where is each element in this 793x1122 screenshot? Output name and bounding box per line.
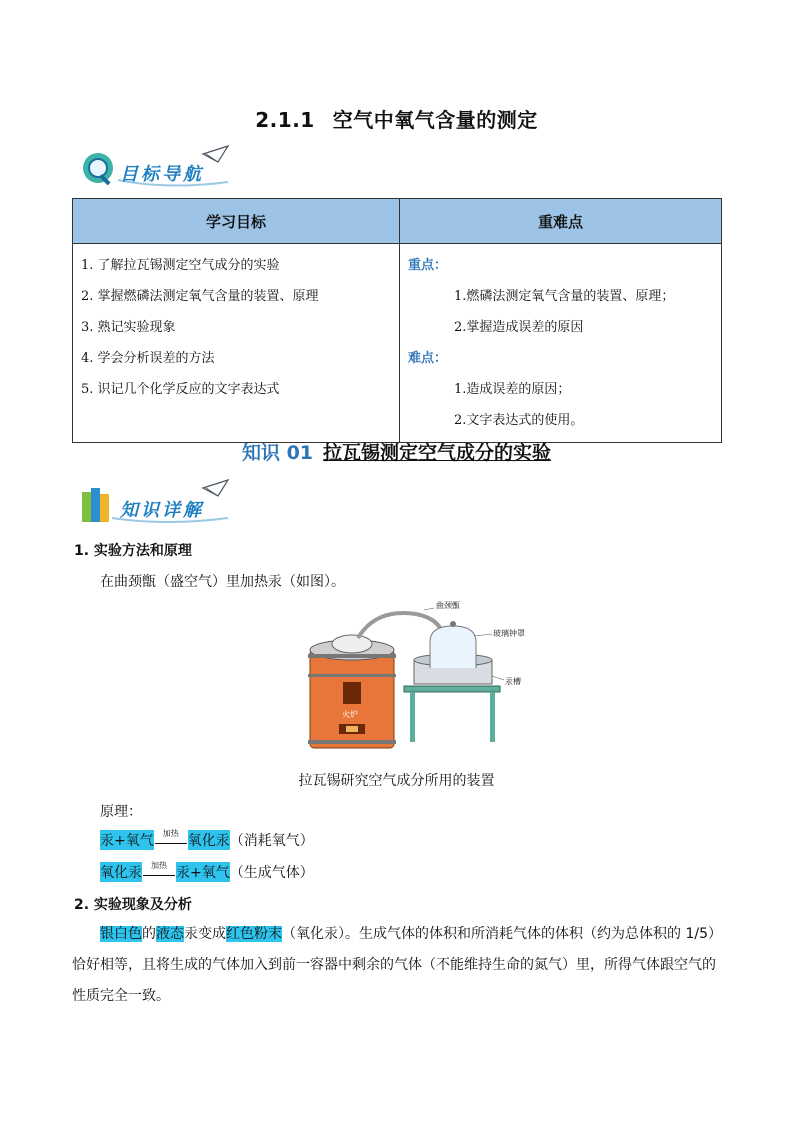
knowledge-heading — [0, 438, 793, 465]
eq1-note: （消耗氧气） — [229, 833, 314, 849]
label-retort: 曲颈甑 — [436, 601, 460, 610]
eq2-arrow — [143, 862, 175, 882]
goal-item: 5. 识记几个化学反应的文字表达式 — [81, 382, 280, 397]
text-de: 的 — [142, 926, 156, 942]
section1-intro: 在曲颈甑（盛空气）里加热汞（如图）。 — [100, 574, 345, 590]
key-points-cell — [400, 244, 722, 443]
eq2-note: （生成气体） — [229, 865, 314, 881]
section2-paragraph-line2: 恰好相等，且将生成的气体加入到前一容器中剩余的气体（不能维持生命的氮气）里，所得气体跟空气的 — [72, 957, 716, 973]
figure-caption: 拉瓦锡研究空气成分所用的装置 — [298, 773, 495, 789]
section2-paragraph-line1 — [100, 919, 725, 950]
equation-2 — [100, 862, 314, 882]
key-item: 1.燃磷法测定氧气含量的装置、原理； — [454, 289, 675, 304]
label-mercury-trough: 汞槽 — [505, 677, 521, 686]
goals-cell — [73, 244, 400, 443]
eq2-reactants: 氧化汞 — [100, 862, 142, 882]
goal-nav-badge — [78, 144, 238, 190]
key-label: 重点： — [408, 258, 448, 273]
goals-table — [72, 198, 722, 443]
difficult-item: 1.造成误差的原因； — [454, 382, 571, 397]
header-key-points: 重难点 — [400, 199, 722, 244]
eq1-products: 氧化汞 — [188, 830, 230, 850]
difficult-item: 2.文字表达式的使用。 — [454, 413, 584, 428]
text-becomes: 汞变成 — [184, 926, 226, 942]
text-rest: （氧化汞）。生成气体的体积和所消耗气体的体积（约为总体积的 1/5） — [282, 926, 722, 942]
title-number: 2.1.1 — [255, 108, 315, 132]
knowledge-title: 拉瓦锡测定空气成分的实验 — [323, 442, 552, 464]
section2-heading: 2. 实验现象及分析 — [74, 897, 192, 913]
eq2-condition: 加热 — [151, 861, 167, 870]
eq1-condition: 加热 — [162, 829, 179, 838]
title-text: 空气中氧气含量的测定 — [332, 108, 538, 132]
label-bell-jar: 玻璃钟罩 — [493, 629, 525, 638]
lavoisier-apparatus-figure — [296, 598, 526, 758]
label-furnace: 火炉 — [342, 710, 358, 719]
difficult-label: 难点： — [408, 351, 448, 366]
goal-item: 4. 学会分析误差的方法 — [81, 351, 215, 366]
eq2-products: 汞+氧气 — [176, 862, 230, 882]
section2-paragraph-line3: 性质完全一致。 — [72, 988, 170, 1004]
knowledge-detail-label: 知识详解 — [120, 500, 204, 521]
key-item: 2.掌握造成误差的原因 — [454, 320, 584, 335]
knowledge-number: 知识 01 — [241, 442, 314, 464]
knowledge-detail-badge — [78, 478, 238, 524]
goal-item: 3. 熟记实验现象 — [81, 320, 176, 335]
equation-1 — [100, 830, 314, 850]
goal-item: 2. 掌握燃磷法测定氧气含量的装置、原理 — [81, 289, 319, 304]
hl-liquid: 液态 — [156, 926, 184, 942]
principle-label: 原理： — [100, 804, 142, 820]
hl-silver-white: 银白色 — [100, 926, 142, 942]
section1-heading: 1. 实验方法和原理 — [74, 543, 192, 559]
eq1-reactants: 汞+氧气 — [100, 830, 154, 850]
hl-red-powder: 红色粉末 — [226, 926, 282, 942]
page-title — [0, 104, 793, 133]
goal-item: 1. 了解拉瓦锡测定空气成分的实验 — [81, 258, 280, 273]
apparatus-illustration — [296, 598, 526, 758]
eq1-arrow — [155, 830, 187, 850]
goal-nav-label: 目标导航 — [120, 164, 204, 185]
header-goals: 学习目标 — [73, 199, 400, 244]
